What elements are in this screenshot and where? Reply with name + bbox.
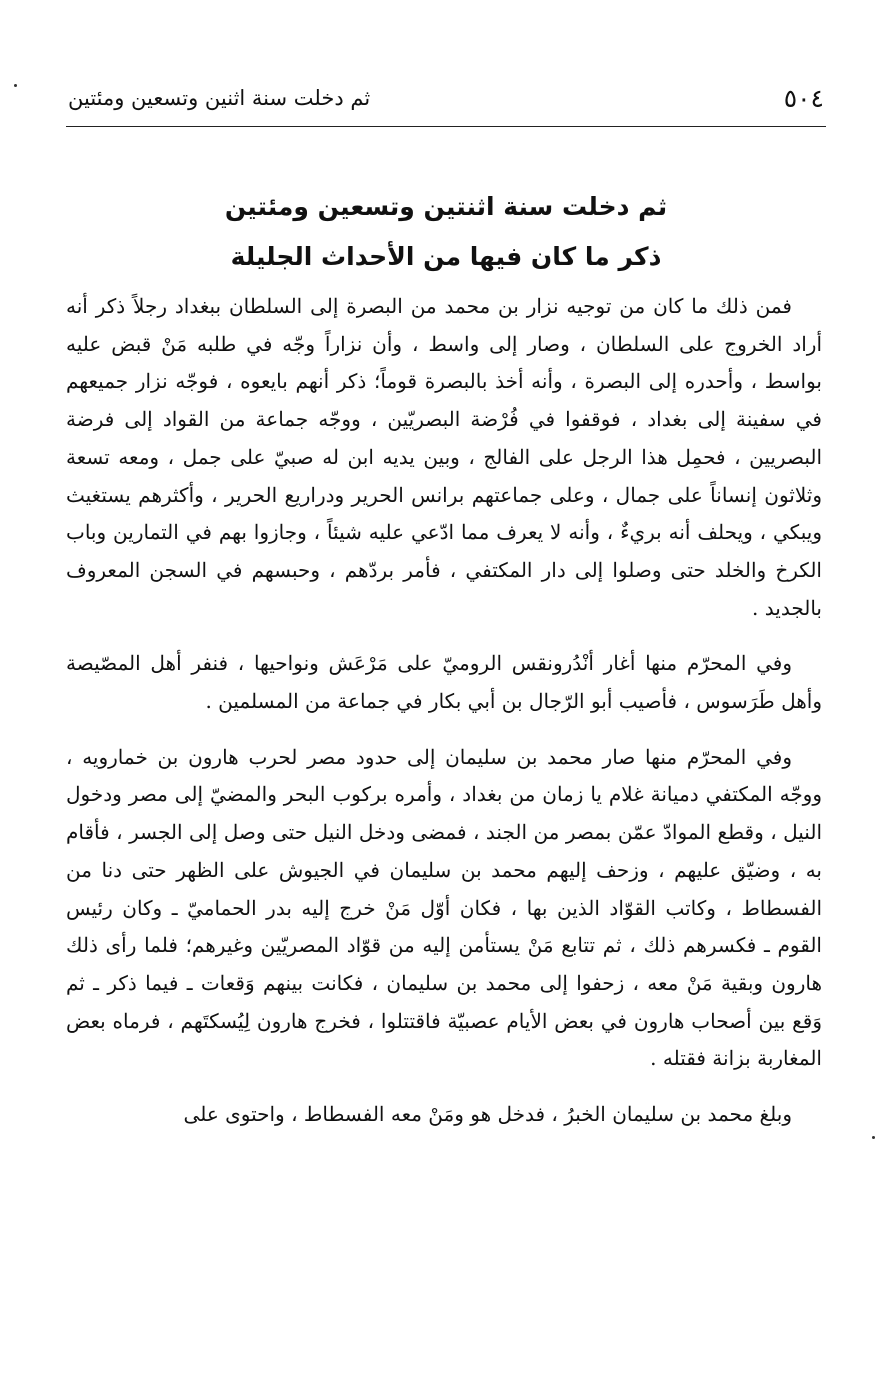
page-number: ٥٠٤: [783, 84, 824, 113]
chapter-subtitle: ذكر ما كان فيها من الأحداث الجليلة: [230, 242, 662, 271]
paragraph-andronikos: وفي المحرّم منها أغار أنْدُرونقس الروميّ على مَرْعَش ونواحيها ، فنفر أهل المصّيصة وأهل طَرَسوس ، فأصيب أبو الرّجال بن أبي بكار في جماعة من المسلمين .: [66, 651, 822, 714]
chapter-headings: [66, 182, 826, 282]
scan-speck: [14, 84, 17, 87]
paragraph-nizar: فمن ذلك ما كان من توجيه نزار بن محمد من البصرة إلى السلطان ببغداد رجلاً ذكر أنه أراد الخروج على السلطان ، وصار إلى واسط ، وأن نزاراً وجّه في طلبه مَنْ قبض عليه بواسط ، وأحدره إلى البصرة ، وأنه أخذ بالبصرة قوماً؛ ذكر أنهم بايعوه ، فوجّه نزار جميعهم في سفينة إلى بغداد ، فوقفوا في فُرْضة البصريّين ، ووجّه جماعة من القواد إلى فرضة البصريين ، فحمِل هذا الرجل على الفالج ، وبين يديه ابن له صبيّ على جمل ، ومعه تسعة وثلاثون إنساناً على جمال ، وعلى جماعتهم برانس الحرير ودراريع الحرير ، وأكثرهم يستغيث ويبكي ، ويحلف أنه بريءٌ ، وأنه لا يعرف مما ادّعي عليه شيئاً ، وجازوا بهم في التمارين وباب الكرخ والخلد حتى وصلوا إلى دار المكتفي ، فأمر بردّهم ، وحبسهم في السجن المعروف بالجديد .: [66, 294, 823, 620]
body-text: [66, 288, 822, 1152]
chapter-title: ثم دخلت سنة اثنتين وتسعين ومئتين: [224, 192, 668, 221]
paragraph-fustat: وبلغ محمد بن سليمان الخبرُ ، فدخل هو ومَنْ معه الفسطاط ، واحتوى على: [183, 1102, 792, 1127]
paragraph-muhammad-ibn-sulayman: وفي المحرّم منها صار محمد بن سليمان إلى حدود مصر لحرب هارون بن خمارويه ، ووجّه المكتفي دميانة غلام يا زمان من بغداد ، وأمره بركوب البحر والمضيّ إلى مصر ودخول النيل ، وقطع الموادّ عمّن بمصر من الجند ، فمضى ودخل النيل حتى وصل إلى الجسر ، فأقام به ، وضيّق عليهم ، وزحف إليهم محمد بن سليمان في الجيوش على الظهر حتى دنا من الفسطاط ، وكاتب القوّاد الذين بها ، فكان أوّل مَنْ خرج إليه بدر الحماميّ ـ وكان رئيس القوم ـ فكسرهم ذلك ، ثم تتابع مَنْ يستأمن إليه من قوّاد المصريّين وغيرهم؛ فلما رأى ذلك هارون وبقية مَنْ معه ، زحفوا إلى محمد بن سليمان ، فكانت بينهم وَقعات ـ فيما ذكر ـ ثم وَقع بين أصحاب هارون في بعض الأيام عصبيّة فاقتتلوا ، فخرج هارون لِيُسكتَهم ، فرماه بعض المغاربة بزانة فقتله .: [66, 744, 823, 1071]
scan-speck: [872, 1136, 875, 1139]
running-title: ثم دخلت سنة اثنين وتسعين ومئتين: [68, 86, 371, 110]
running-header: [66, 78, 826, 127]
